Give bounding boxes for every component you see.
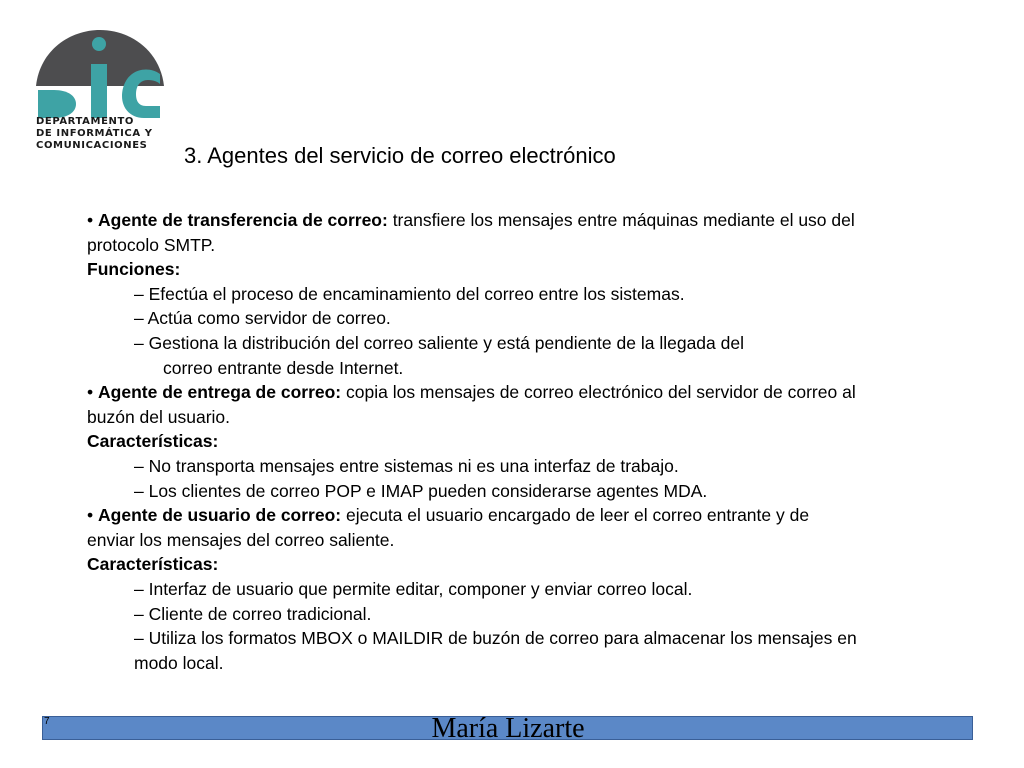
mda-item: – No transporta mensajes entre sistemas ni es una interfaz de trabajo. — [134, 455, 679, 476]
logo-line-1: DEPARTAMENTO — [36, 116, 134, 127]
mda-line — [87, 380, 1002, 405]
bullet: • — [87, 382, 94, 403]
logo-letter-d — [38, 90, 76, 118]
mta-item: – Gestiona la distribución del correo saliente y está pendiente de la llegada del — [134, 332, 744, 353]
mta-heading: Funciones: — [87, 259, 181, 280]
logo-letter-i — [91, 64, 107, 118]
mta-item-cont: correo entrante desde Internet. — [163, 357, 404, 378]
mta-desc: transfiere los mensajes entre máquinas mediante el uso del — [387, 210, 855, 230]
mda-desc: copia los mensajes de correo electrónico del servidor de correo al — [341, 382, 856, 403]
mda-item: – Los clientes de correo POP e IMAP pueden considerarse agentes MDA. — [134, 480, 708, 501]
mta-item: – Actúa como servidor de correo. — [134, 308, 391, 329]
logo-line-2: DE INFORMÁTICA Y — [36, 128, 153, 139]
mua-name: Agente de usuario de correo: — [98, 505, 342, 526]
bullet: • — [87, 210, 94, 230]
slide-number: 7 — [44, 716, 50, 727]
mua-desc-cont: enviar los mensajes del correo saliente. — [87, 529, 395, 550]
mda-name: Agente de entrega de correo: — [98, 382, 342, 403]
logo-line-3: COMUNICACIONES — [36, 140, 148, 151]
mua-desc: ejecuta el usuario encargado de leer el correo entrante y de — [341, 505, 810, 526]
mua-item: – Cliente de correo tradicional. — [134, 603, 372, 624]
author-name: María Lizarte — [431, 713, 585, 744]
bullet: • — [87, 505, 94, 526]
logo-dot-i — [92, 37, 106, 51]
mta-line — [87, 208, 1002, 233]
mua-line — [87, 503, 1002, 528]
slide-title: 3. Agentes del servicio de correo electrónico — [184, 143, 616, 168]
mta-desc-cont: protocolo SMTP. — [87, 234, 216, 255]
mua-heading: Características: — [87, 554, 219, 575]
mua-item: – Utiliza los formatos MBOX o MAILDIR de buzón de correo para almacenar los mensajes en — [134, 628, 857, 649]
mua-item-cont: modo local. — [134, 652, 224, 673]
logo-caption — [36, 116, 153, 152]
mda-heading: Características: — [87, 431, 219, 452]
mua-item: – Interfaz de usuario que permite editar, componer y enviar correo local. — [134, 578, 693, 599]
mta-name: Agente de transferencia de correo: — [98, 210, 388, 230]
mta-item: – Efectúa el proceso de encaminamiento del correo entre los sistemas. — [134, 283, 685, 304]
slide-body — [87, 208, 1002, 675]
mda-desc-cont: buzón del usuario. — [87, 406, 231, 427]
